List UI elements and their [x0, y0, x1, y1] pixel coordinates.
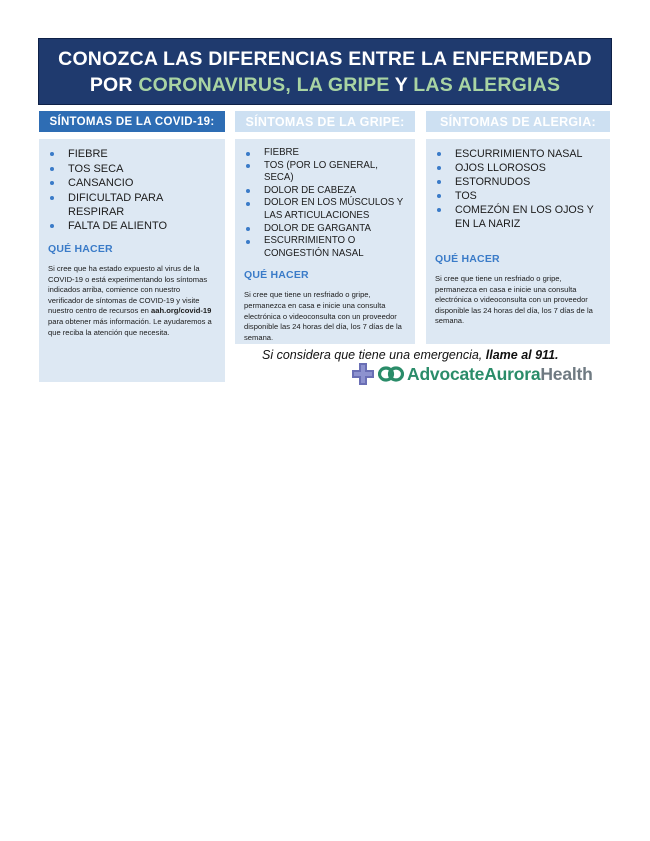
list-item: TOS (POR LO GENERAL, SECA): [244, 160, 407, 185]
list-item: COMEZÓN EN LOS OJOS Y EN LA NARIZ: [435, 203, 602, 231]
title-prefix: POR: [89, 73, 139, 96]
flu-panel: [235, 139, 415, 344]
covid-what-text-1: Si cree que ha estado expuesto al virus de la COVID-19 o está experimentando los síntomas indicados arriba, comience con nuestro verificador de síntomas de COVID-19 y visite nuestro centro de recursos en: [48, 264, 208, 316]
list-item: FALTA DE ALIENTO: [48, 219, 217, 233]
logo-wordmark: [407, 364, 593, 385]
flu-what-heading: QUÉ HACER: [244, 269, 309, 282]
flu-symptom-list: [244, 147, 407, 260]
title-sep-2: Y: [389, 73, 414, 96]
list-item: DOLOR EN LOS MÚSCULOS Y LAS ARTICULACIONES: [244, 197, 407, 222]
allergy-what-heading: QUÉ HACER: [435, 253, 500, 265]
list-item: DOLOR DE GARGANTA: [244, 223, 407, 236]
covid-what-heading: QUÉ HACER: [48, 243, 113, 255]
title-line-2: [90, 72, 560, 98]
title-highlight-alergias: LAS ALERGIAS: [413, 73, 561, 96]
allergy-symptom-list: [435, 147, 602, 231]
title-highlight-gripe: LA GRIPE: [296, 73, 390, 96]
title-banner: [38, 38, 612, 105]
advocate-cross-icon: [351, 362, 375, 386]
aurora-ribbon-icon: [378, 362, 404, 386]
allergy-what-text: Si cree que tiene un resfriado o gripe, permanezca en casa e inicie una consulta electrónica o videoconsulta con un proveedor disponible las 24 horas del día, los 7 días de la semana.: [435, 274, 593, 326]
covid-what-text-2: para obtener más información. Le ayudaremos a que reciba la atención que necesita.: [48, 316, 212, 337]
list-item: FIEBRE: [48, 147, 217, 161]
allergy-panel: [426, 139, 610, 344]
list-item: TOS: [435, 189, 602, 203]
list-item: FIEBRE: [244, 147, 407, 160]
allergy-header: SÍNTOMAS DE ALERGIA:: [426, 111, 610, 132]
covid-resource-link[interactable]: aah.org/covid-19: [151, 306, 212, 316]
list-item: OJOS LLOROSOS: [435, 161, 602, 175]
covid-what-text: [48, 264, 217, 338]
covid-panel: [39, 139, 225, 382]
list-item: CANSANCIO: [48, 176, 217, 190]
list-item: ESCURRIMIENTO O CONGESTIÓN NASAL: [244, 235, 407, 260]
flu-header: SÍNTOMAS DE LA GRIPE:: [235, 111, 415, 132]
list-item: ESCURRIMIENTO NASAL: [435, 147, 602, 161]
logo-advocate: Advocate: [407, 363, 485, 384]
flu-what-text: Si cree que tiene un resfriado o gripe, permanezca en casa e inicie una consulta electrónica o videoconsulta con un proveedor disponible las 24 horas del día, los 7 días de la semana.: [244, 290, 402, 342]
logo-aurora: Aurora: [484, 363, 541, 384]
list-item: TOS SECA: [48, 162, 217, 176]
covid-symptom-list: [48, 147, 217, 233]
emergency-text: Si considera que tiene una emergencia,: [262, 348, 486, 362]
logo-health: Health: [540, 363, 593, 384]
advocate-aurora-logo: [351, 362, 593, 386]
title-highlight-coronavirus: CORONAVIRUS,: [138, 73, 291, 96]
emergency-notice: [262, 348, 602, 362]
list-item: DOLOR DE CABEZA: [244, 185, 407, 198]
covid-header: SÍNTOMAS DE LA COVID-19:: [39, 111, 225, 132]
emergency-call: llame al 911.: [485, 348, 559, 362]
list-item: DIFICULTAD PARA RESPIRAR: [48, 191, 217, 219]
title-line-1: CONOZCA LAS DIFERENCIAS ENTRE LA ENFERMEDAD: [58, 47, 592, 70]
list-item: ESTORNUDOS: [435, 175, 602, 189]
